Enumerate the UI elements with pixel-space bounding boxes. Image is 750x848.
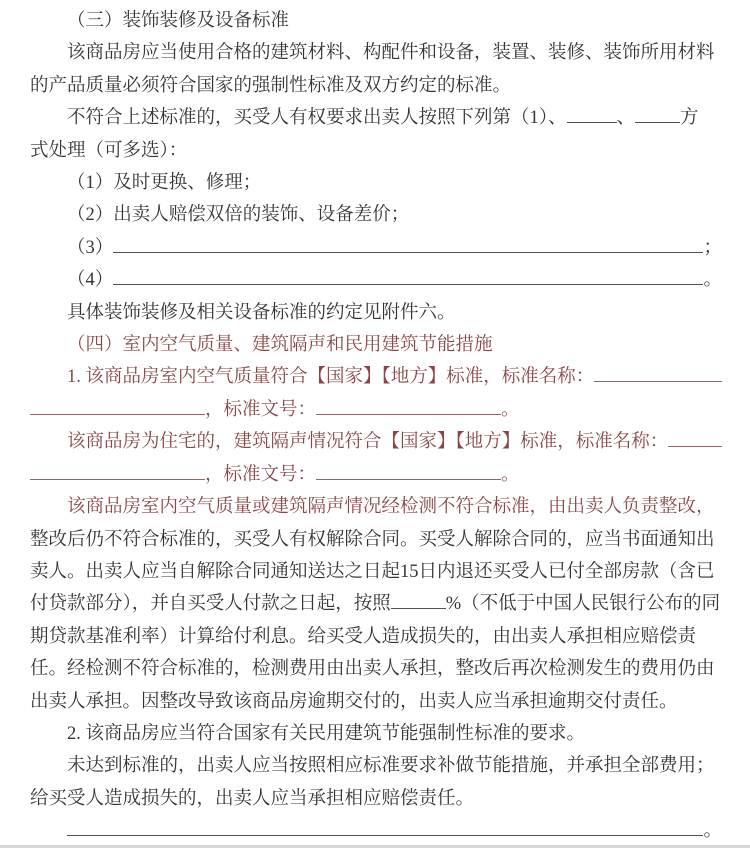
text-segment: （1）及时更换、修理；	[67, 173, 262, 194]
text-line	[30, 653, 722, 685]
text-segment: 未达到标准的，出卖人应当按照相应标准要求补做节能措施，并承担全部费用；	[67, 756, 715, 777]
fill-in-blank	[113, 252, 703, 253]
fill-in-blank	[316, 479, 501, 480]
text-segment: 、	[616, 108, 636, 129]
text-line	[30, 588, 722, 620]
text-line	[30, 621, 722, 653]
text-line	[30, 394, 722, 426]
text-line	[30, 815, 722, 847]
fill-in-blank	[30, 414, 205, 415]
fill-in-blank	[635, 122, 680, 123]
text-segment: 卖人。出卖人应当自解除合同通知送达之日起15日内退还买受人已付全部房款（含已	[30, 561, 715, 582]
text-segment: （2）出卖人赔偿双倍的装饰、设备差价；	[67, 205, 410, 226]
fill-in-blank	[67, 835, 703, 836]
text-line	[30, 686, 722, 718]
text-segment: 出卖人承担。因整改导致该商品房逾期交付的，出卖人应当承担逾期交付责任。	[30, 691, 678, 712]
text-segment: 。	[703, 821, 722, 842]
text-segment: 式处理（可多选）：	[30, 140, 188, 161]
text-line	[30, 5, 722, 37]
text-segment: 1. 该商品房室内空气质量符合【国家】【地方】标准，标准名称：	[67, 367, 595, 388]
fill-in-blank	[113, 284, 703, 285]
text-segment: 该商品房为住宅的，建筑隔声情况符合【国家】【地方】标准，标准名称：	[67, 432, 669, 453]
text-segment: 该商品房应当使用合格的建筑材料、构配件和设备，装置、装修、装饰所用材料	[67, 43, 715, 64]
text-segment: ；	[703, 237, 722, 258]
text-line	[30, 750, 722, 782]
fill-in-blank	[668, 446, 722, 447]
text-line	[30, 167, 722, 199]
text-segment: 给买受人造成损失的，出卖人应当承担相应赔偿责任。	[30, 788, 475, 809]
contract-body	[30, 5, 722, 848]
text-segment: 。	[501, 464, 520, 485]
text-segment: 付贷款部分），并自买受人付款之日起，按照	[30, 594, 391, 615]
text-line	[30, 524, 722, 556]
fill-in-blank	[316, 414, 501, 415]
text-segment: 。	[501, 399, 520, 420]
fill-in-blank	[391, 608, 446, 609]
text-segment: 方	[680, 108, 699, 129]
text-segment: 具体装饰装修及相关设备标准的约定见附件六。	[67, 302, 456, 323]
text-segment: ，标准文号：	[205, 399, 317, 420]
text-line	[30, 37, 722, 69]
text-segment: 2. 该商品房应当符合国家有关民用建筑节能强制性标准的要求。	[67, 723, 586, 744]
text-line	[30, 718, 722, 750]
text-line	[30, 135, 722, 167]
fill-in-blank	[30, 479, 205, 480]
text-segment: 任。经检测不符合标准的，检测费用由出卖人承担，整改后再次检测发生的费用仍由	[30, 659, 715, 680]
text-line	[30, 491, 722, 523]
text-segment: （3）	[67, 237, 114, 258]
text-line	[30, 264, 722, 296]
text-line	[30, 426, 722, 458]
text-segment: 期贷款基准利率）计算给付利息。给买受人造成损失的，由出卖人承担相应赔偿责	[30, 626, 697, 647]
text-segment: 。	[703, 270, 722, 291]
text-segment: （4）	[67, 270, 114, 291]
text-line	[30, 199, 722, 231]
text-segment: （三）装饰装修及设备标准	[67, 11, 290, 31]
text-segment: ，标准文号：	[205, 464, 317, 485]
text-segment: 整改后仍不符合标准的，买受人有权解除合同。买受人解除合同的，应当书面通知出	[30, 529, 715, 550]
text-line	[30, 361, 722, 393]
text-segment: 该商品房室内空气质量或建筑隔声情况经检测不符合标准，由出卖人负责整改，	[67, 497, 715, 518]
text-line	[30, 783, 722, 815]
text-line	[30, 556, 722, 588]
text-line	[30, 70, 722, 102]
text-segment: %（不低于中国人民银行公布的同	[445, 594, 721, 615]
text-line	[30, 297, 722, 329]
text-line	[30, 329, 722, 361]
text-line	[30, 102, 722, 134]
fill-in-blank	[594, 381, 722, 382]
text-line	[30, 232, 722, 264]
fill-in-blank	[567, 122, 617, 123]
text-segment: 不符合上述标准的，买受人有权要求出卖人按照下列第（1）、	[67, 108, 567, 129]
text-segment: （四）室内空气质量、建筑隔声和民用建筑节能措施	[67, 335, 493, 356]
text-line	[30, 459, 722, 491]
text-segment: 的产品质量必须符合国家的强制性标准及双方约定的标准。	[30, 75, 512, 96]
